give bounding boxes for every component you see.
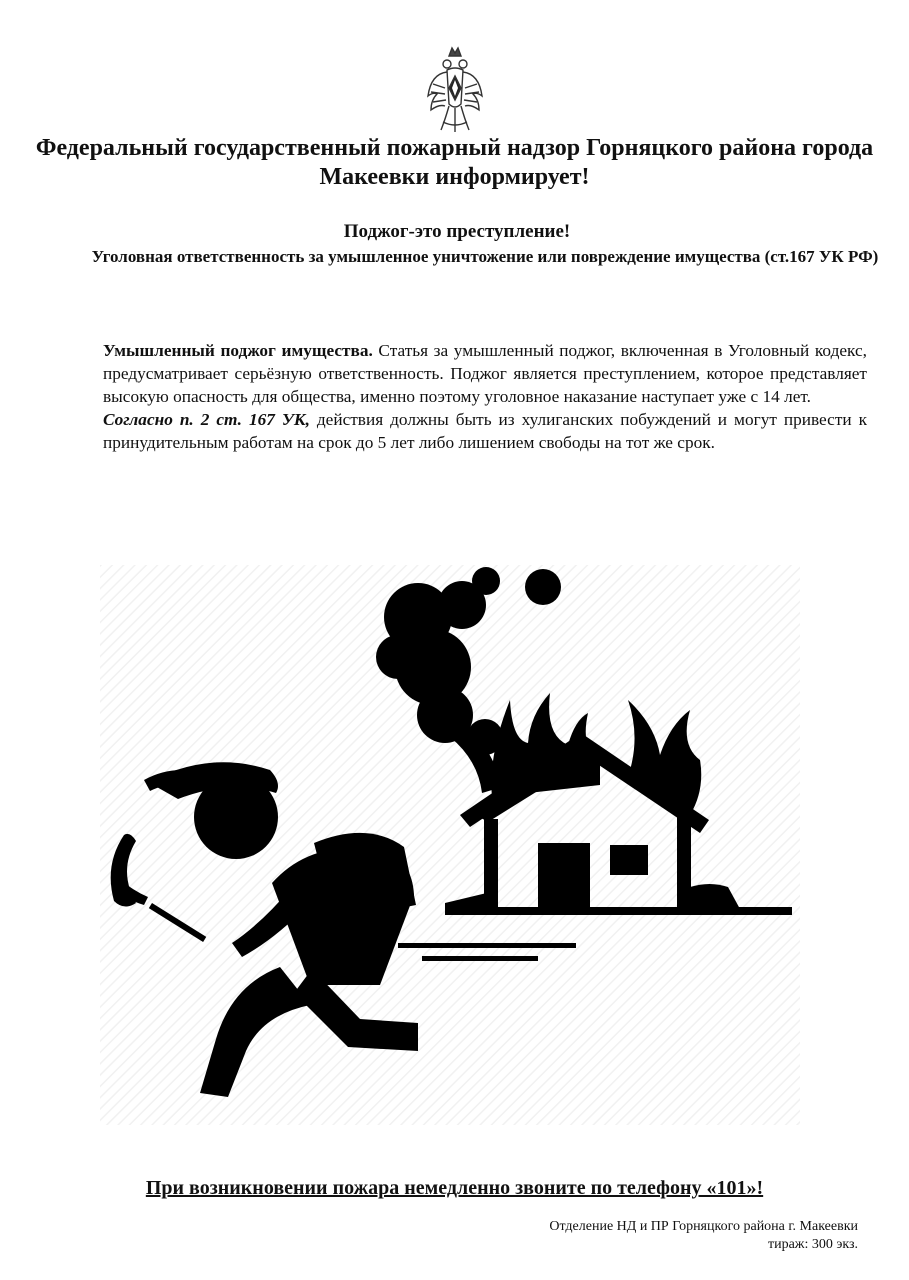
office-name: Отделение НД и ПР Горняцкого района г. Макеевки: [549, 1219, 858, 1234]
emergency-call-notice: При возникновении пожара немедленно звоните по телефону «101»!: [145, 1177, 764, 1199]
mchs-emblem-icon: [425, 44, 485, 136]
paragraph-2-lead: Согласно п. 2 ст. 167 УК,: [103, 410, 310, 429]
subheading-liability: Уголовная ответственность за умышленное уничтожение или повреждение имущества (ст.167 УК РФ): [91, 247, 879, 266]
subheading-arson-crime: Поджог-это преступление!: [343, 221, 571, 242]
paragraph-1-text: Статья за умышленный поджог, включенная в Уголовный кодекс, предусматривает серьёзную ответственность. Поджог является преступлением, которое представляет высокую опасность для общества, именно поэтому уголовное наказание наступает уже с 14 лет.: [103, 341, 867, 406]
paragraph-2: [103, 408, 867, 454]
page-title: Федеральный государственный пожарный надзор Горняцкого района города Макеевки информирует!: [35, 135, 874, 190]
arsonist-burning-house-icon: [100, 565, 800, 1125]
body-text: [103, 339, 867, 454]
paragraph-2-text: действия должны быть из хулиганских побуждений и могут привести к принудительным работам на срок до 5 лет либо лишением свободы на тот же срок.: [103, 410, 867, 452]
paragraph-1-lead: Умышленный поджог имущества.: [103, 341, 373, 360]
publisher-info: [549, 1218, 858, 1254]
paragraph-1: [103, 339, 867, 408]
print-run: тираж: 300 экз.: [767, 1237, 858, 1252]
